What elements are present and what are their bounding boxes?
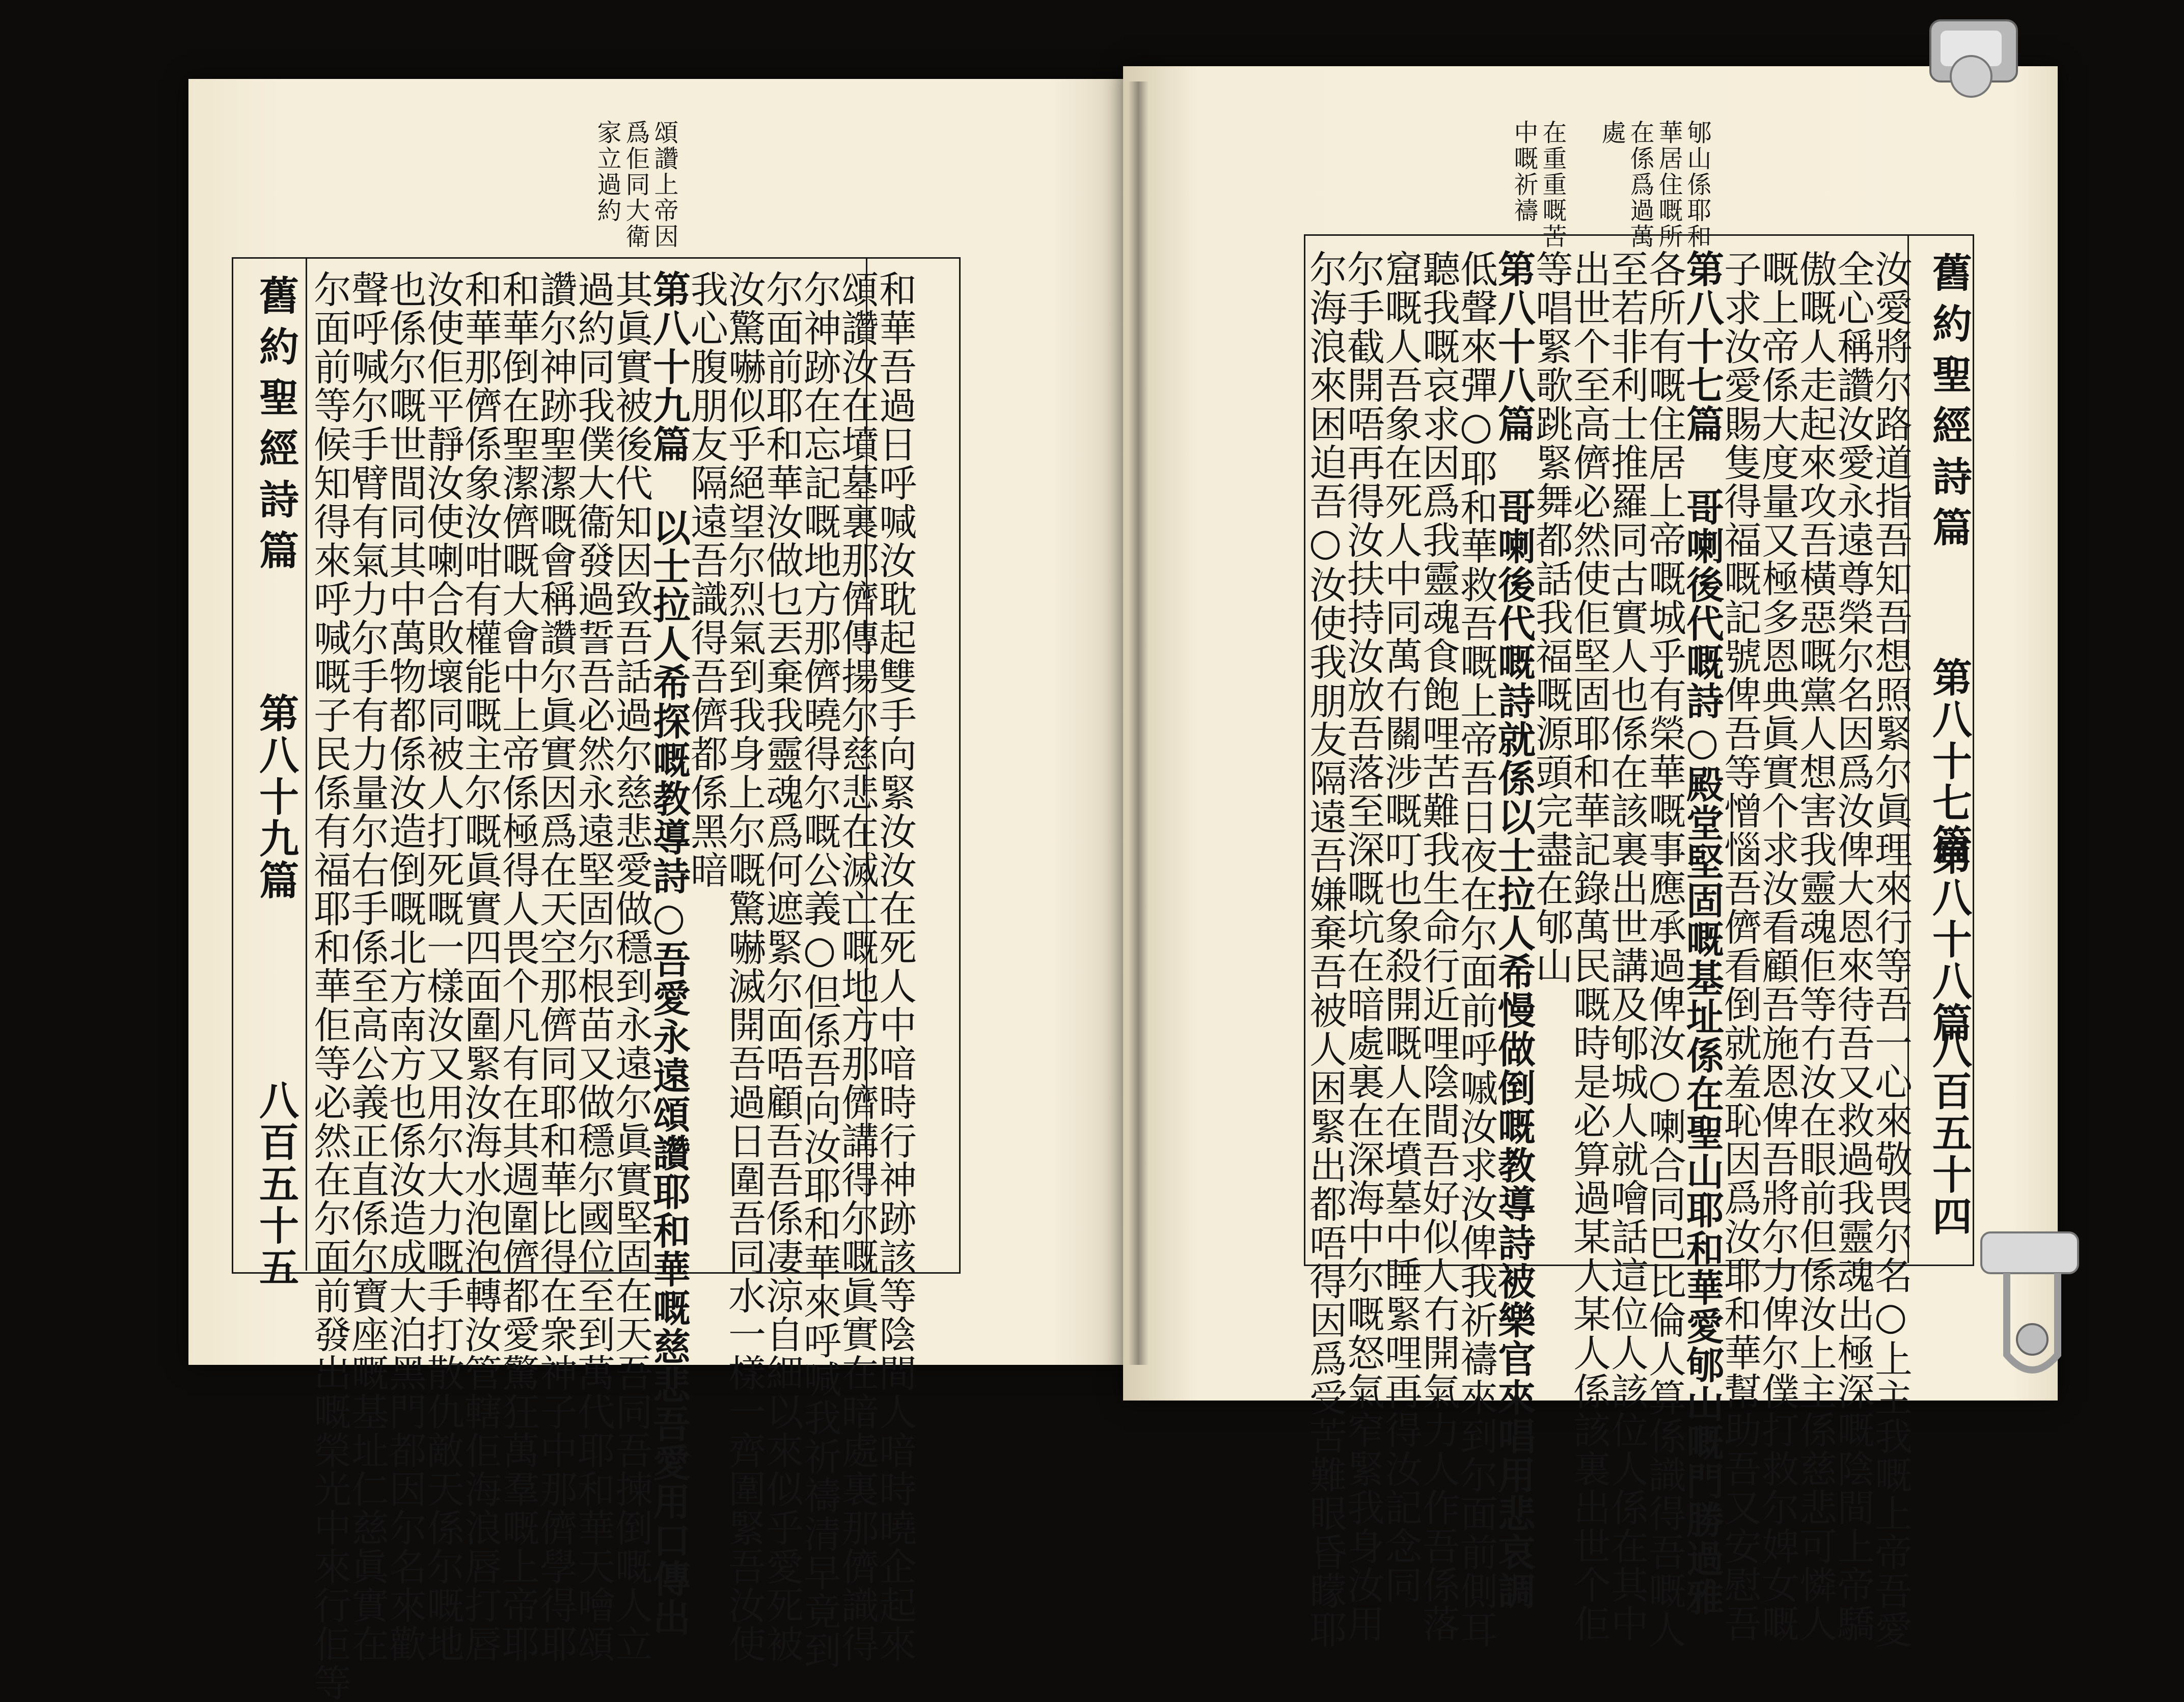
left-col-10: 讚尔神跡聖潔嘅會稱讚尔眞實因爲在天空那儕同耶和華比得在衆神子中那儕學得耶 [534, 270, 578, 1663]
right-col-6: 第八十七篇 哥喇後代嘅詩○殿堂堅固嘅基址係在聖山耶和華愛郇山嘅門勝過雅 [1680, 250, 1724, 1616]
left-col-16: 尔面前等候知得來呼喊嘅子民係有福耶和華佢等必然在尔面前發出嘅榮光中來行佢等 [308, 270, 351, 1702]
left-col-1: 和華吾過日呼喊汝耽起雙手向緊汝汝在死人中喑時行神跡該等陰間人喑時曉企起來 [873, 270, 917, 1663]
book-spine [1128, 81, 1149, 1365]
right-body [1303, 250, 1913, 1649]
right-page-number: 八百五十四 [1926, 1029, 1972, 1238]
binder-clip-bottom-icon [1976, 1222, 2093, 1406]
left-col-12: 和華那儕係象汝咁有權能嘅主尔嘅眞實四面圍緊汝海水泡泡轉汝管轄佢海浪唇打唇 [458, 270, 502, 1663]
right-note-1: 郇山係耶和 [1683, 120, 1711, 250]
left-col-15: 聲呼喊尔手臂有氣力尔手有力量尔右手係至高公義正直係尔寶座嘅基址仁慈眞實在 [345, 270, 389, 1663]
right-chapter-label-1: 第八十七篇 [1926, 657, 1972, 866]
left-margin-rule [306, 257, 307, 1271]
right-note-2: 華居住嘅所 [1654, 120, 1683, 250]
left-note-3: 家立過約 [593, 120, 621, 224]
left-col-11: 和華倒在聖潔儕嘅大會中上帝係極得人畏个凡有在其週圍儕都愛驚狂萬羣嘅上帝耶 [496, 270, 540, 1663]
right-col-16: 尔海浪來困迫吾○汝使我朋友隔遠吾嫌棄吾被人困緊出都唔得因爲受苦難眼昏矇耶 [1303, 250, 1347, 1649]
left-page-number: 八百五十五 [253, 1080, 299, 1288]
right-book-title: 舊約聖經詩篇 [1926, 252, 1972, 558]
right-col-1: 汝愛將尔路道指吾知吾想照緊尔眞理來行等吾一心來敬畏尔名○上主我嘅上帝吾愛 [1869, 250, 1913, 1649]
right-col-4: 嘅上帝係大度量又極多恩典眞實个求汝看顧吾施恩俾吾將尔力俾尔僕打救尔婢女嘅 [1756, 250, 1799, 1643]
right-col-15: 尔手截開唔再得汝扶持汝放吾落至深嘅坑在暗處裏在深海中尔嘅怒氣窄緊我身汝用 [1341, 250, 1385, 1643]
left-col-14: 也係尔嘅世間同其中萬物都係汝造倒嘅北方南方也係汝造成大泊黑門都因尔名來歡 [383, 270, 427, 1663]
left-col-4: 尔面前耶和華汝做乜丟棄我靈魂爲何遮緊尔面唔顧吾吾係凄涼自細以來似乎愛死被 [760, 270, 804, 1663]
right-note-4: 處 [1597, 120, 1626, 146]
right-col-14: 窟嘅人吾象在死人中同萬冇關涉嘅叮也象殺開嘅人在墳墓中睡緊哩再得汝記念同 [1379, 250, 1423, 1604]
right-col-12: 低聲來彈○耶和華救吾嘅上帝吾日夜在尔面前呼嘁汝求汝俾我祈禱來到尔面前側耳 [1454, 250, 1498, 1649]
right-chapter-label-2: 第八十八篇 [1926, 835, 1972, 1044]
right-col-9: 出世个至高儕必然使佢堅固耶和華記錄萬民嘅時是必算過某人某人係該裏出世个佢 [1567, 250, 1611, 1643]
right-col-11: 第八十八篇 哥喇後代嘅詩就係以士拉人希慢做倒嘅教導詩被樂官來唱用悲哀調 [1492, 250, 1536, 1610]
left-note-1: 頌讚上帝因 [650, 120, 678, 250]
left-col-6: 我心腹朋友隔遠吾識得吾儕都係黑暗 [685, 270, 728, 889]
right-note-5: 在重重嘅苦 [1538, 120, 1567, 250]
left-col-8: 其眞實被後代知因致吾話過尔慈悲愛做穩到永遠尔眞實堅固在天吾同吾揀倒嘅人立 [609, 270, 653, 1663]
right-top-notes [1508, 120, 1709, 250]
right-col-8: 至若非利士推羅同古實人也係在該裏出世講及郇城人就噲話這位人該位人係在其中 [1605, 250, 1649, 1643]
right-col-3: 傲嘅人走起來攻吾橫惡嘅黨人想害我靈魂佢等冇汝在眼前但係汝上主係慈悲可憐人 [1793, 250, 1837, 1643]
left-body [308, 270, 917, 1702]
left-col-5: 汝驚嚇似乎絕望尔烈氣到我身上尔嘅驚嚇滅開吾過日圍吾同水一樣一齊圍緊吾汝使 [722, 270, 766, 1663]
left-col-3: 尔神跡在忘記嘅地方那儕曉得尔嘅公義○但係吾向汝耶和華來呼喊我祈禱清早竟到 [798, 270, 841, 1669]
left-note-2: 爲佢同大衛 [621, 120, 650, 250]
right-col-7: 各所有嘅住居上帝嘅城乎有榮華嘅事應承過俾汝○喇合同巴比倫人算係識得吾嘅人 [1643, 250, 1686, 1649]
right-col-5: 子求汝愛賜隻得福嘅記號俾吾等憎惱吾儕看倒就羞恥因爲汝耶和華幫助吾又安慰吾 [1718, 250, 1762, 1643]
left-col-7: 第八十九篇 以士拉人希探嘅教導詩○吾愛永遠頌讚耶和華嘅慈悲吾愛用口傳出 [647, 270, 691, 1637]
left-book-title: 舊約聖經詩篇 [253, 275, 299, 581]
left-col-9: 過約同我僕大衞發過誓吾必然永遠堅固尔根苗又做穩尔國位至到萬代耶和華天噲頌 [571, 270, 615, 1663]
right-col-10: 等唱緊歌跳緊舞都話我福嘅源頭完盡在郇山 [1530, 250, 1573, 985]
left-chapter-label: 第八十九篇 [253, 693, 299, 901]
binder-clip-top-icon [1920, 0, 2053, 117]
right-col-13: 聽我嘅哀求因爲我靈魂食飽哩苦難我生命行近哩陰間吾好似人冇開氣力人作吾係落 [1416, 250, 1460, 1643]
left-col-13: 汝使佢平靜汝使喇合敗壞同被人打死嘅一樣汝又用尔大力嘅手打散仇敵天係尔嘅地 [421, 270, 465, 1663]
right-col-2: 全心稱讚汝愛永遠尊榮尔名因爲汝俾大恩來待吾又救過我靈魂出極深嘅陰間上帝驕 [1831, 250, 1875, 1643]
right-note-6: 中嘅祈禱 [1510, 120, 1538, 224]
right-note-3: 在係爲過萬 [1626, 120, 1654, 250]
left-col-2: 頌讚汝在墳墓裏那儕傳揚尔慈悲在滅亡嘅地方那儕講得尔嘅眞實在暗處裏那儕識得 [835, 270, 879, 1663]
left-top-notes [591, 120, 676, 250]
